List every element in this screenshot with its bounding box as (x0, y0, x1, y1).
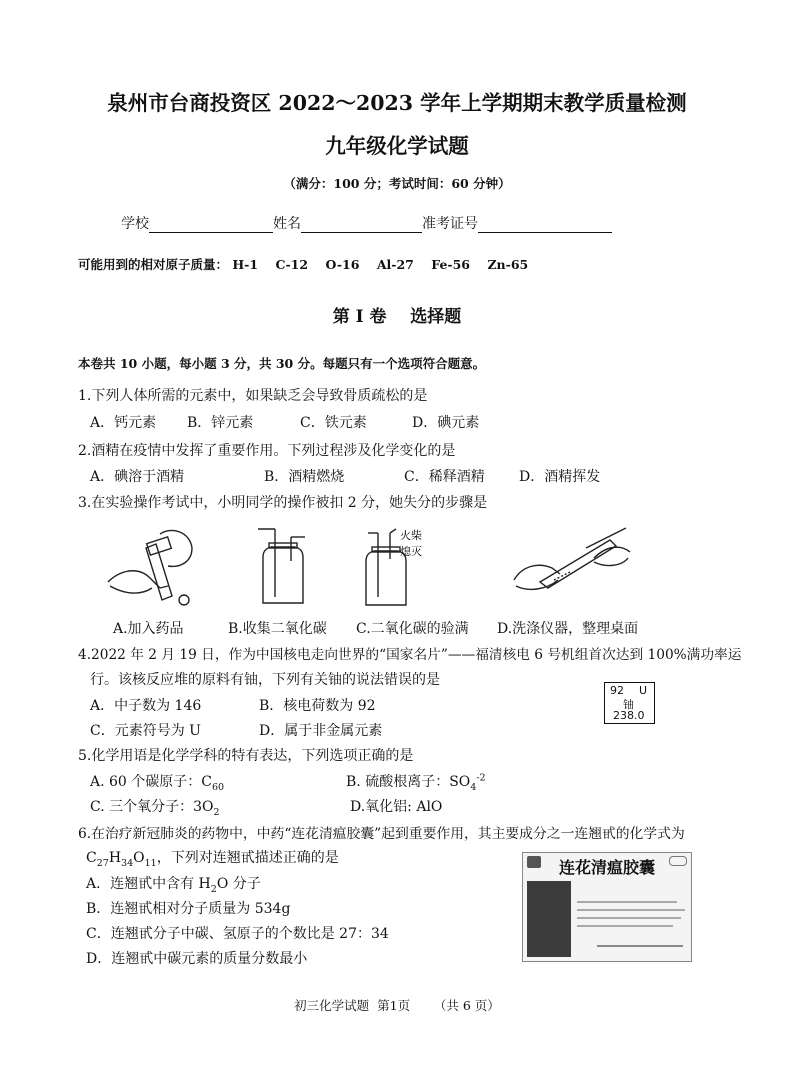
q4-stem-line1: 4.2022 年 2 月 19 日，作为中国核电走向世界的“国家名片”——福清核电 6 号机组首次达到 100%满功率运 (78, 647, 742, 663)
exam-id-blank[interactable] (478, 217, 612, 233)
q5-option-a[interactable]: A. 60 个碳原子：$C_{60}$ (90, 774, 225, 793)
q3-option-d[interactable]: D.洗涤仪器，整理桌面 (497, 621, 639, 637)
q4-option-b[interactable]: B．核电荷数为 92 (259, 698, 376, 714)
q4-option-c[interactable]: C．元素符号为 U (90, 723, 201, 739)
q6-stem: 6.在治疗新冠肺炎的药物中，中药“连花清瘟胶囊”起到重要作用，其主要成分之一连翘甙的化学式为 (78, 826, 685, 842)
plant-illustration (527, 881, 571, 957)
q6-option-c[interactable]: C．连翘甙分子中碳、氢原子的个数比是 27：34 (86, 926, 389, 942)
washing-instrument-figure (510, 522, 635, 592)
q4-stem-line2: 行。该核反应堆的原料有铀，下列有关铀的说法错误的是 (90, 672, 440, 688)
co2-test-figure (360, 525, 440, 610)
q3-option-a[interactable]: A.加入药品 (113, 621, 184, 637)
q6-option-a[interactable]: A．连翘甙中含有 $H_2O$ 分子 (86, 876, 261, 895)
name-label: 姓名 (273, 216, 301, 232)
text-line (577, 925, 673, 927)
section-title: 第 I 卷 选择题 (332, 307, 462, 327)
q1-option-d[interactable]: D．碘元素 (412, 415, 480, 431)
section-instructions: 本卷共 10 小题，每小题 3 分，共 30 分。每题只有一个选项符合题意。 (78, 356, 486, 371)
medicine-box-photo (522, 852, 692, 962)
atomic-mass-label: 可能用到的相对原子质量： (78, 257, 229, 272)
atomic-mass-h: H-1 (232, 257, 259, 272)
atomic-mass-fe: Fe-56 (431, 257, 471, 272)
q6-option-d[interactable]: D．连翘甙中碳元素的质量分数最小 (86, 951, 308, 967)
text-line (597, 945, 683, 947)
school-blank[interactable] (149, 217, 273, 233)
q2-option-d[interactable]: D．酒精挥发 (519, 469, 601, 485)
atomic-number: 92 (610, 684, 624, 697)
q1-option-b[interactable]: B．锌元素 (187, 415, 254, 431)
atomic-mass-zn: Zn-65 (487, 257, 529, 272)
q2-stem: 2.酒精在疫情中发挥了重要作用。下列过程涉及化学变化的是 (78, 443, 456, 459)
exam-id-label: 准考证号 (422, 216, 478, 232)
atomic-mass-o: O-16 (325, 257, 360, 272)
fig-label-match: 火柴 (400, 529, 422, 542)
q3-option-b[interactable]: B.收集二氧化碳 (228, 621, 327, 637)
adding-reagent-figure (100, 522, 200, 610)
gas-collection-figure (255, 527, 310, 607)
q2-option-c[interactable]: C．稀释酒精 (404, 469, 485, 485)
school-label: 学校 (121, 216, 149, 232)
text-line (577, 917, 681, 919)
atomic-mass: 238.0 (613, 709, 645, 722)
q6-formula-line: $C_{27}H_{34}O_{11}$，下列对连翘甙描述正确的是 (86, 850, 339, 869)
medicine-name: 连花清瘟胶囊 (558, 858, 655, 877)
page-footer: 初三化学试题 第1页 （共 6 页） (294, 998, 500, 1013)
q5-option-d[interactable]: D.氧化铝: AlO (350, 799, 443, 815)
exam-title: 泉州市台商投资区 2022～2023 学年上学期期末教学质量检测 (107, 91, 687, 115)
q1-option-a[interactable]: A．钙元素 (90, 415, 157, 431)
exam-info: （满分：100 分；考试时间：60 分钟） (283, 176, 511, 191)
exam-subtitle: 九年级化学试题 (325, 134, 469, 158)
q6-option-b[interactable]: B．连翘甙相对分子质量为 534g (86, 901, 291, 917)
q2-option-a[interactable]: A．碘溶于酒精 (90, 469, 185, 485)
q1-option-c[interactable]: C．铁元素 (300, 415, 367, 431)
element-symbol: U (639, 684, 648, 697)
q3-stem: 3.在实验操作考试中，小明同学的操作被扣 2 分，她失分的步骤是 (78, 495, 488, 511)
uranium-element-card (604, 682, 655, 724)
fig-label-out: 熄灭 (400, 545, 422, 558)
atomic-masses (78, 255, 528, 273)
student-fields (121, 213, 612, 233)
text-line (577, 901, 677, 903)
text-line (577, 909, 685, 911)
q4-option-a[interactable]: A．中子数为 146 (90, 698, 202, 714)
q2-option-b[interactable]: B．酒精燃烧 (264, 469, 345, 485)
q3-option-c[interactable]: C.二氧化碳的验满 (356, 621, 469, 637)
name-blank[interactable] (301, 217, 422, 233)
atomic-mass-c: C-12 (275, 257, 309, 272)
q4-option-d[interactable]: D．属于非金属元素 (259, 723, 383, 739)
q5-stem: 5.化学用语是化学学科的特有表达，下列选项正确的是 (78, 748, 414, 764)
q5-option-c[interactable]: C. 三个氧分子：$3O_2$ (90, 799, 220, 818)
q1-stem: 1.下列人体所需的元素中，如果缺乏会导致骨质疏松的是 (78, 388, 428, 404)
q5-option-b[interactable]: B. 硫酸根离子：$SO_4^{-2}$ (346, 772, 486, 793)
element-name: 铀 (623, 698, 634, 711)
atomic-mass-al: Al-27 (376, 257, 414, 272)
